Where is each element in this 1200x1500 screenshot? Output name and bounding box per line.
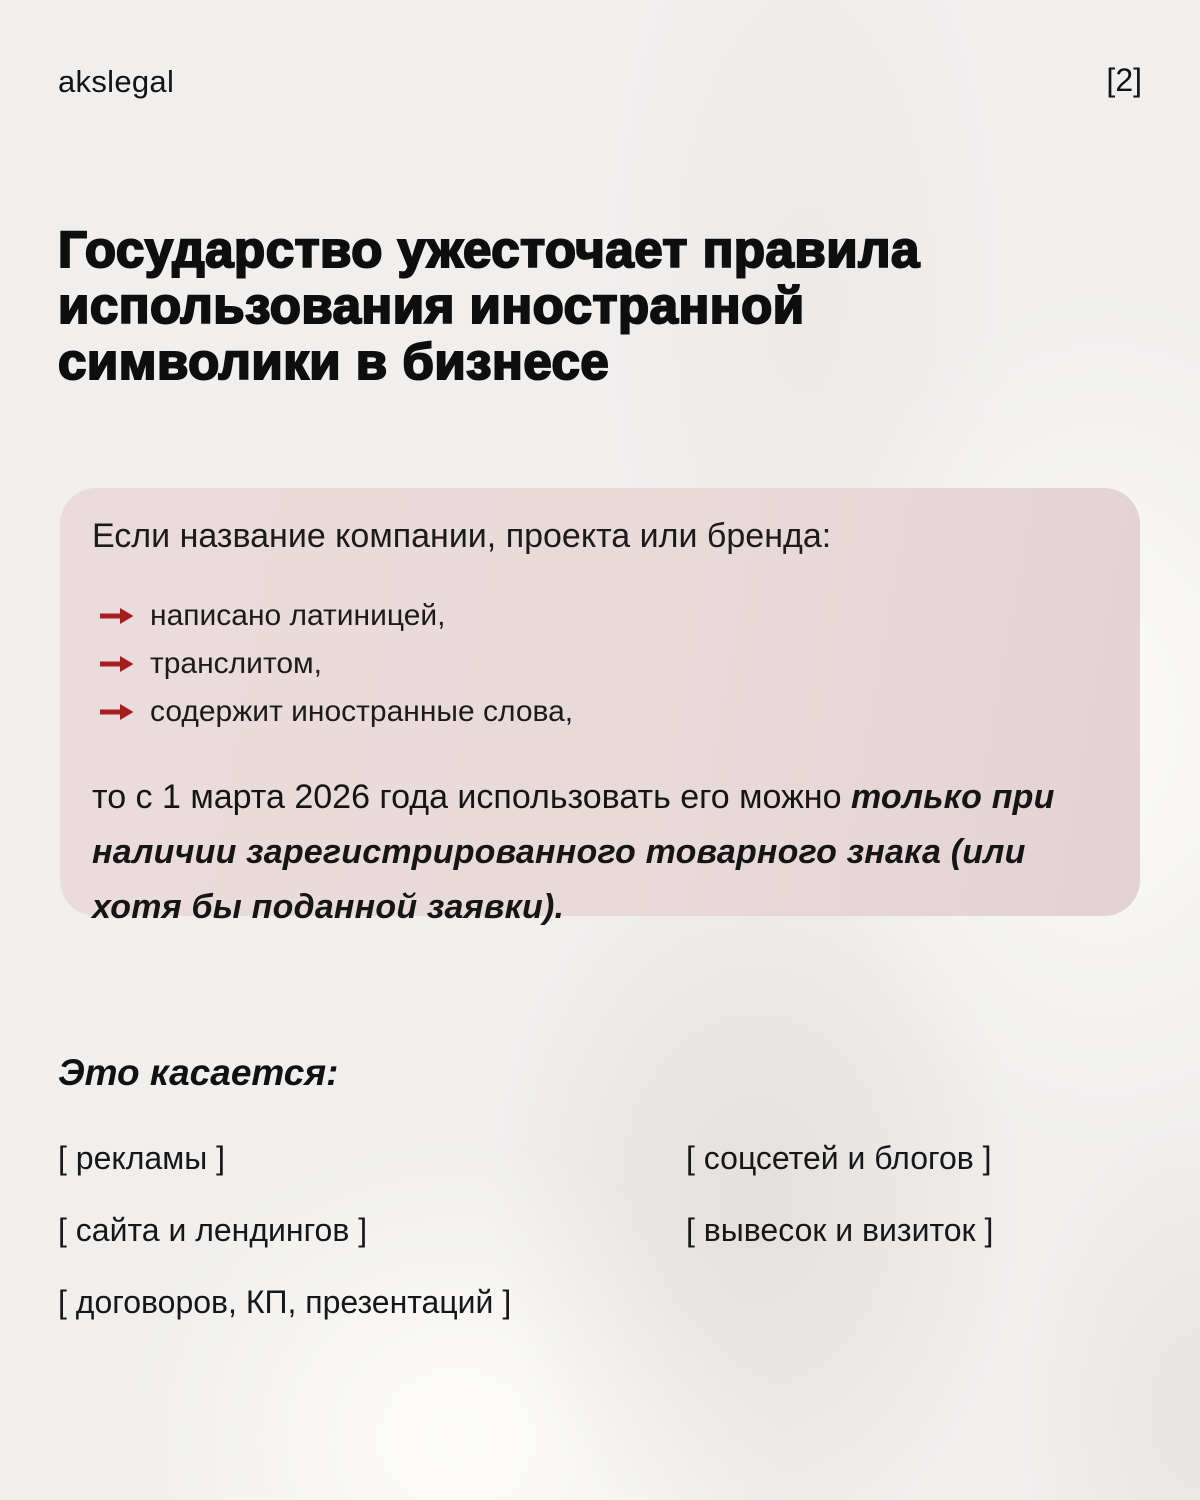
card-bullet-list	[92, 592, 1100, 736]
list-item	[92, 688, 1100, 736]
title-line-1: Государство ужесточает правила	[58, 221, 920, 279]
applies-item: [ рекламы ]	[58, 1140, 225, 1176]
list-item	[92, 592, 1100, 640]
list-item-label: транслитом,	[150, 647, 322, 680]
list-item	[92, 640, 1100, 688]
applies-heading: Это касается:	[58, 1052, 339, 1093]
outro-regular-text: то с 1 марта 2026 года использовать его можно	[92, 778, 851, 816]
brand-label: akslegal	[58, 64, 175, 99]
arrow-right-icon	[100, 607, 134, 625]
applies-item: [ договоров, КП, презентаций ]	[58, 1284, 512, 1320]
applies-item: [ соцсетей и блогов ]	[686, 1140, 992, 1176]
arrow-right-icon	[100, 655, 134, 673]
outro-emphasis-text: только при наличии зарегистрированного товарного знака (или хотя бы поданной заявки).	[92, 778, 1055, 926]
applies-item: [ вывесок и визиток ]	[686, 1212, 994, 1248]
list-item-label: написано латиницей,	[150, 599, 446, 632]
card-outro-paragraph	[92, 770, 1094, 935]
arrow-right-icon	[100, 703, 134, 721]
list-item-label: содержит иностранные слова,	[150, 695, 574, 728]
title-line-2: использования иностранной	[58, 277, 805, 335]
title-line-3: символики в бизнесе	[58, 333, 610, 391]
card-intro-text: Если название компании, проекта или бренда:	[92, 517, 832, 555]
applies-item: [ сайта и лендингов ]	[58, 1212, 368, 1248]
page-number: [2]	[1106, 62, 1142, 98]
applies-grid	[58, 1136, 1143, 1352]
page-title	[58, 222, 1153, 390]
highlight-card	[60, 488, 1140, 926]
